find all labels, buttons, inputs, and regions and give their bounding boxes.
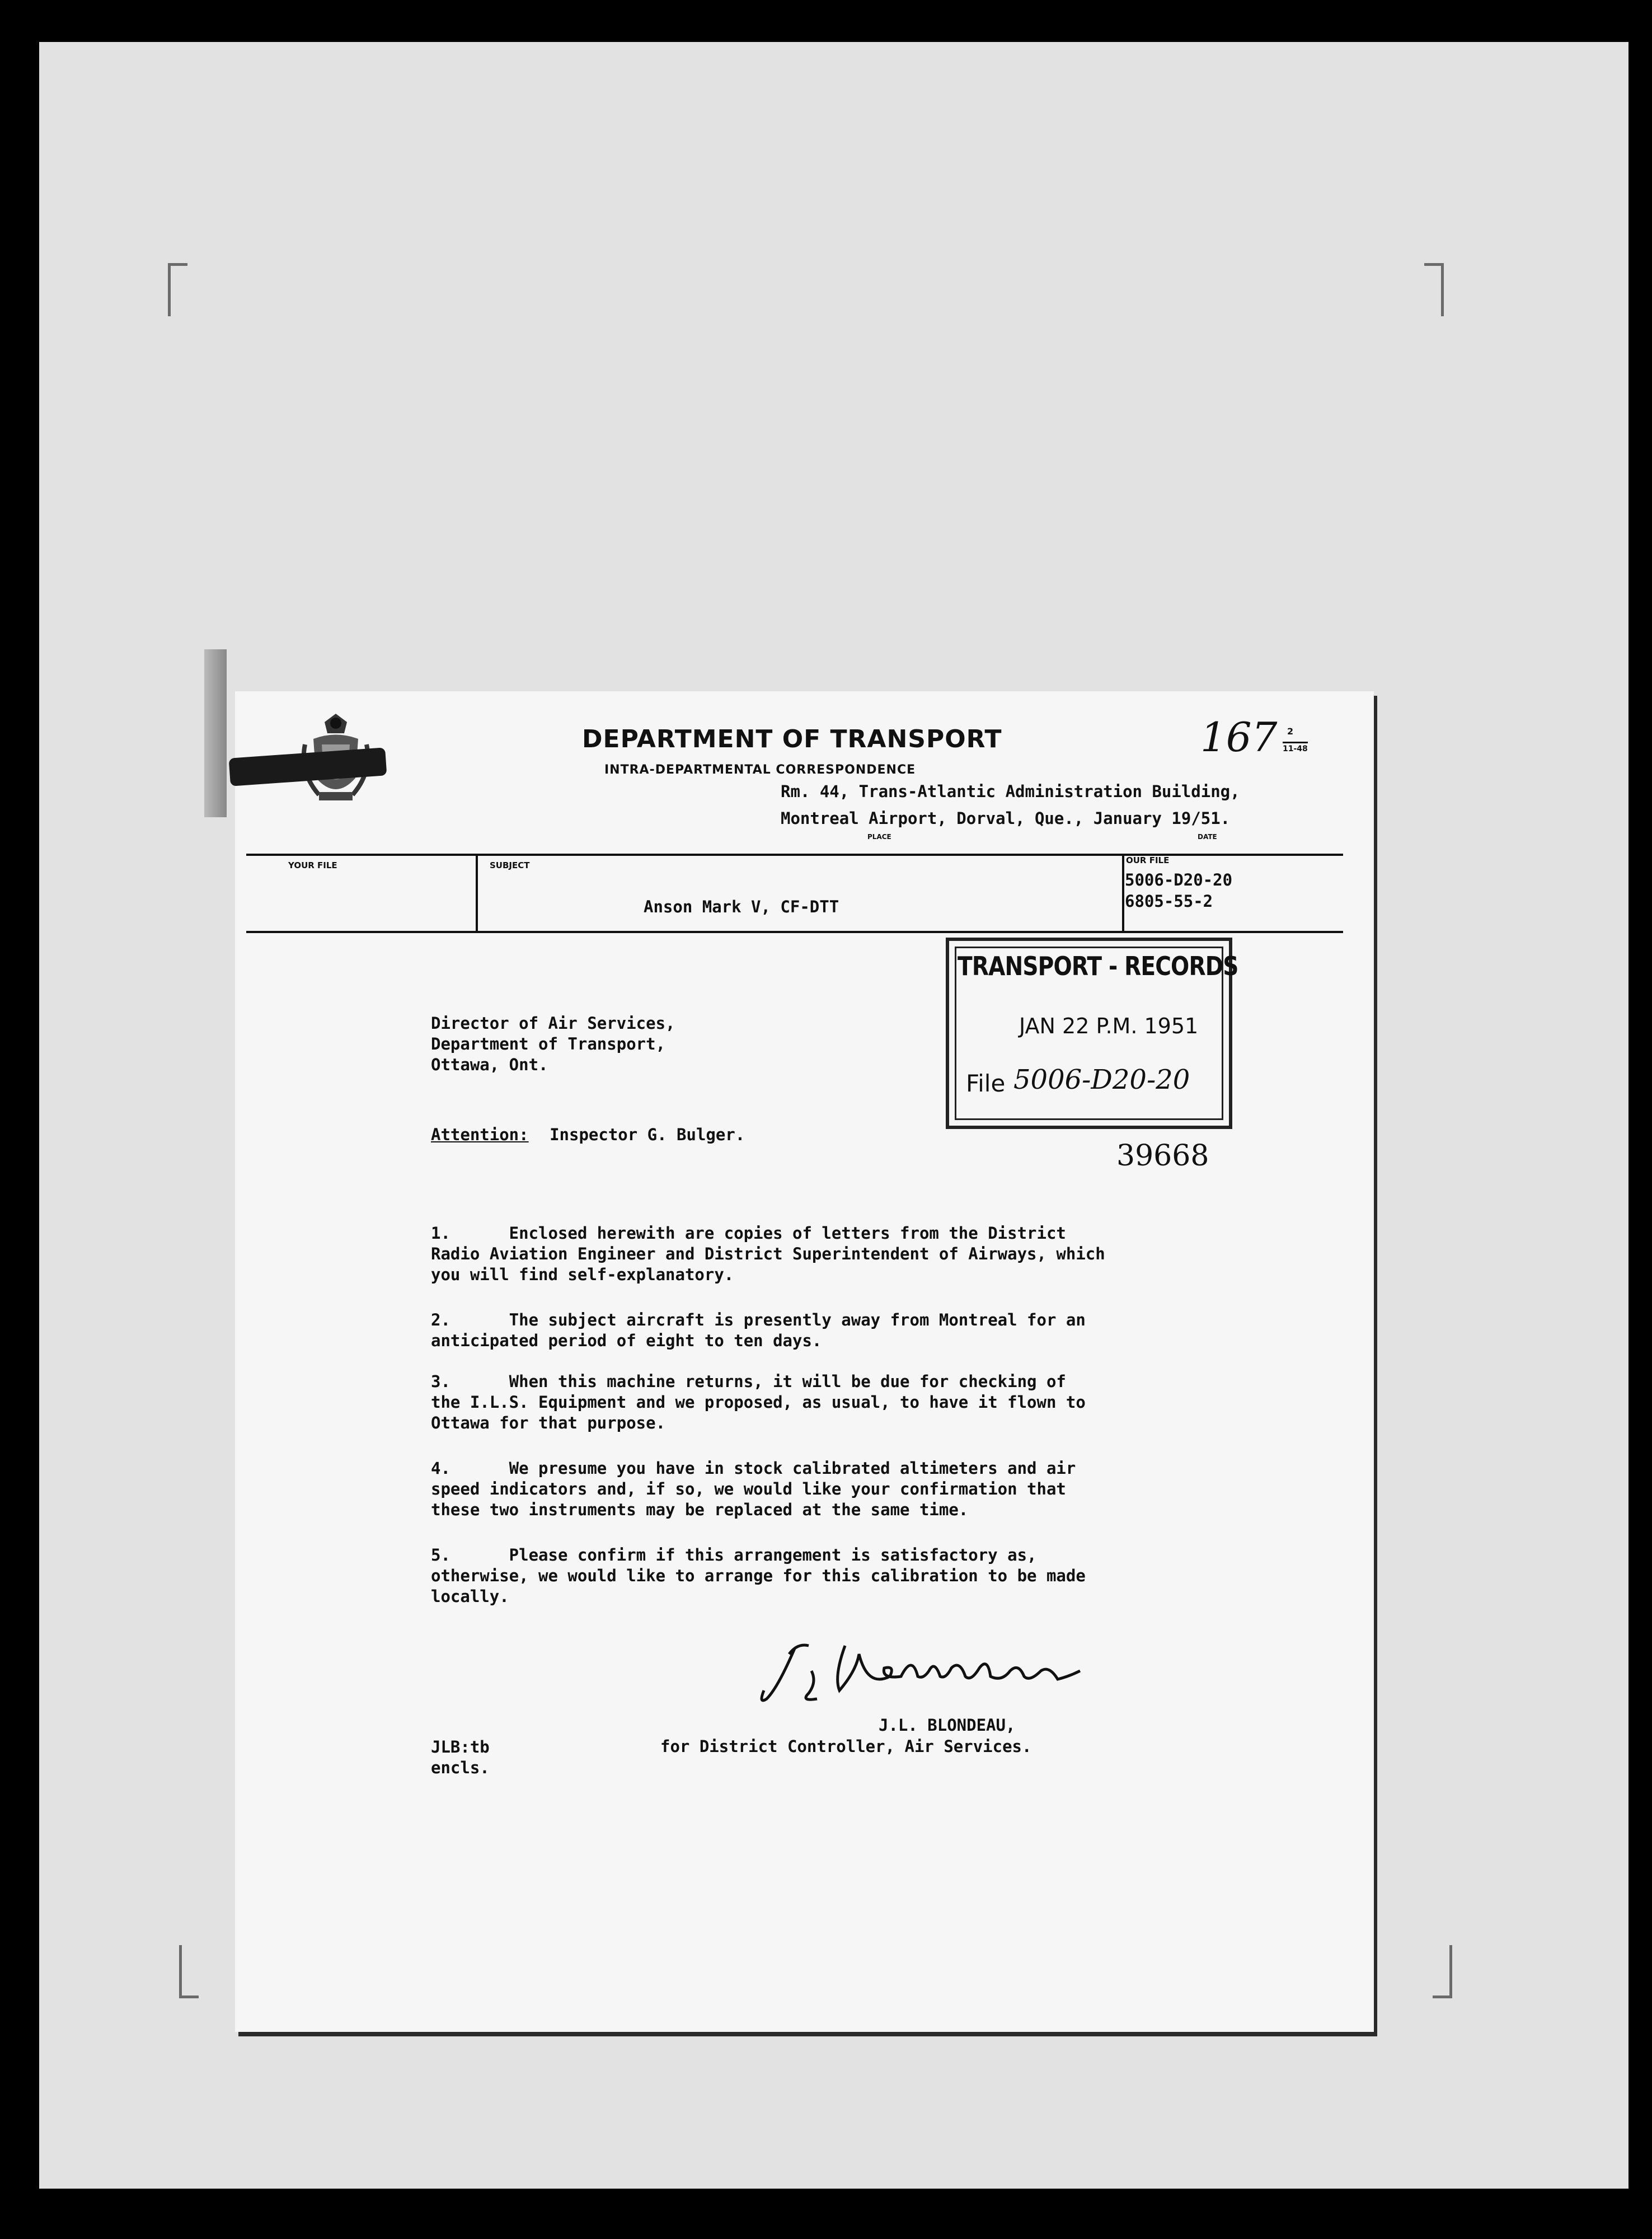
stamp-title: TRANSPORT - RECORDS <box>958 951 1238 981</box>
recipient-address <box>431 1013 675 1075</box>
attention-value: Inspector G. Bulger. <box>550 1125 745 1144</box>
header-rule-bottom <box>246 931 1343 933</box>
place-label: PLACE <box>867 833 891 841</box>
paper-clip-shadow <box>204 649 227 817</box>
crop-mark-bottom-left <box>179 1945 199 1998</box>
place-line-2: Montreal Airport, Dorval, Que., January 19/51. <box>781 809 1231 828</box>
signer-name: J.L. BLONDEAU, <box>879 1716 1016 1735</box>
handwritten-signature <box>755 1637 1136 1710</box>
place-date-block <box>781 778 1240 832</box>
form-number-bottom: 11-48 <box>1283 742 1308 753</box>
letter-page <box>235 691 1374 2032</box>
date-label: DATE <box>1198 833 1217 841</box>
typist-initials <box>431 1737 490 1778</box>
our-file-values <box>1125 869 1232 912</box>
crop-mark-bottom-right <box>1433 1945 1452 1998</box>
attention-line <box>431 1125 745 1144</box>
form-number-top: 2 <box>1287 726 1294 737</box>
crop-mark-top-left <box>168 263 187 316</box>
place-line-1: Rm. 44, Trans-Atlantic Administration Building, <box>781 782 1240 801</box>
enclosures-line: encls. <box>431 1758 490 1777</box>
subject-value: Anson Mark V, CF-DTT <box>644 897 839 916</box>
field-divider-1 <box>476 854 478 932</box>
records-stamp <box>946 938 1238 1129</box>
crop-mark-top-right <box>1424 263 1444 316</box>
stamp-file-value: 5006-D20-20 <box>1013 1064 1190 1095</box>
stamp-date: JAN 22 P.M. 1951 <box>1019 1014 1199 1038</box>
header-rule-top <box>246 854 1343 856</box>
our-file-label: OUR FILE <box>1126 855 1170 865</box>
field-divider-2 <box>1122 854 1124 932</box>
initials-line: JLB:tb <box>431 1737 490 1756</box>
our-file-line-1: 5006-D20-20 <box>1125 870 1233 889</box>
department-title: DEPARTMENT OF TRANSPORT <box>582 725 1002 753</box>
stamp-file-label: File <box>966 1070 1006 1097</box>
address-line-1: Director of Air Services, <box>431 1014 675 1033</box>
correspondence-subtitle: INTRA-DEPARTMENTAL CORRESPONDENCE <box>604 763 916 777</box>
your-file-label: YOUR FILE <box>288 860 337 870</box>
our-file-line-2: 6805-55-2 <box>1125 892 1213 911</box>
reference-number: 39668 <box>1116 1139 1209 1173</box>
signer-title: for District Controller, Air Services. <box>660 1737 1032 1756</box>
paragraph-5: 5. Please confirm if this arrangement is satisfactory as, otherwise, we would like to arrange for this calibration to be made locally. <box>431 1545 1086 1606</box>
handwritten-number: 167 <box>1200 714 1278 761</box>
subject-label: SUBJECT <box>490 860 530 870</box>
address-line-2: Department of Transport, <box>431 1034 666 1053</box>
address-line-3: Ottawa, Ont. <box>431 1055 548 1074</box>
attention-label: Attention: <box>431 1125 529 1144</box>
paragraph-3: 3. When this machine returns, it will be due for checking of the I.L.S. Equipment and we proposed, as usual, to have it flown to Ottawa for that purpose. <box>431 1372 1086 1432</box>
paragraph-2: 2. The subject aircraft is presently away from Montreal for an anticipated period of eight to ten days. <box>431 1310 1086 1350</box>
paragraph-1: 1. Enclosed herewith are copies of letters from the District Radio Aviation Engineer and District Superintendent of Airways, which you will find self-explanatory. <box>431 1224 1105 1284</box>
paragraph-4: 4. We presume you have in stock calibrated altimeters and air speed indicators and, if so, we would like your confirmation that these two instruments may be replaced at the same time. <box>431 1459 1076 1519</box>
